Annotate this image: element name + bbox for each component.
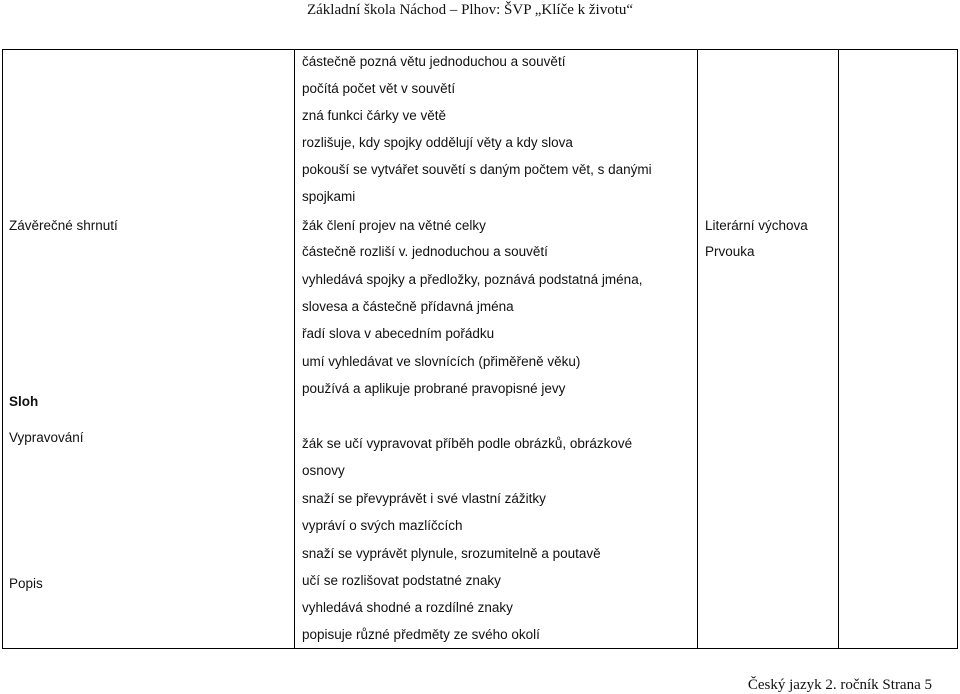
outcome-line: používá a aplikuje probrané pravopisné jevy	[302, 381, 566, 396]
outcome-line: žák se učí vypravovat příběh podle obrázků, obrázkové	[302, 436, 633, 451]
outcome-line: pokouší se vytvářet souvětí s daným počtem vět, s danými	[302, 162, 652, 177]
cross-subject: Literární výchova	[705, 218, 808, 233]
outcome-line: snaží se převyprávět i své vlastní zážitky	[302, 491, 546, 506]
table-bottom-border	[2, 648, 958, 649]
outcome-line: umí vyhledávat ve slovnících (přiměřeně věku)	[302, 354, 581, 369]
outcome-line: slovesa a částečně přídavná jména	[302, 299, 514, 314]
outcome-line: rozlišuje, kdy spojky oddělují věty a kdy slova	[302, 135, 573, 150]
outcome-line: vypráví o svých mazlíčcích	[302, 518, 463, 533]
outcome-line: vyhledává spojky a předložky, poznává podstatná jména,	[302, 272, 643, 287]
topic-vypravovani: Vypravování	[9, 430, 84, 445]
outcome-line: řadí slova v abecedním pořádku	[302, 326, 495, 341]
table-top-border	[2, 49, 958, 50]
page-header: Základní škola Náchod – Plhov: ŠVP „Klíče k životu“	[306, 2, 634, 18]
outcome-line: částečně pozná větu jednoduchou a souvětí	[302, 54, 566, 69]
outcome-line: osnovy	[302, 463, 345, 478]
topic-sloh: Sloh	[9, 394, 39, 409]
outcome-line: počítá počet vět v souvětí	[302, 81, 456, 96]
topic-popis: Popis	[9, 576, 43, 591]
outcome-line: vyhledává shodné a rozdílné znaky	[302, 600, 513, 615]
outcome-line: částečně rozliší v. jednoduchou a souvětí	[302, 244, 548, 259]
outcome-line: popisuje různé předměty ze svého okolí	[302, 627, 540, 642]
outcome-line: snaží se vyprávět plynule, srozumitelně a poutavě	[302, 546, 601, 561]
topic-zaverecne-shrnuti: Závěrečné shrnutí	[9, 218, 118, 233]
column-divider-1	[294, 49, 295, 648]
page-footer: Český jazyk 2. ročník Strana 5	[747, 677, 932, 693]
outcome-line: učí se rozlišovat podstatné znaky	[302, 573, 501, 588]
outcome-line: spojkami	[302, 189, 356, 204]
table-right-border	[957, 49, 958, 648]
column-divider-3	[838, 49, 839, 648]
cross-subject: Prvouka	[705, 244, 755, 259]
column-divider-2	[697, 49, 698, 648]
outcome-line: zná funkci čárky ve větě	[302, 108, 447, 123]
outcome-line: žák člení projev na větné celky	[302, 218, 486, 233]
table-left-border	[2, 49, 3, 648]
